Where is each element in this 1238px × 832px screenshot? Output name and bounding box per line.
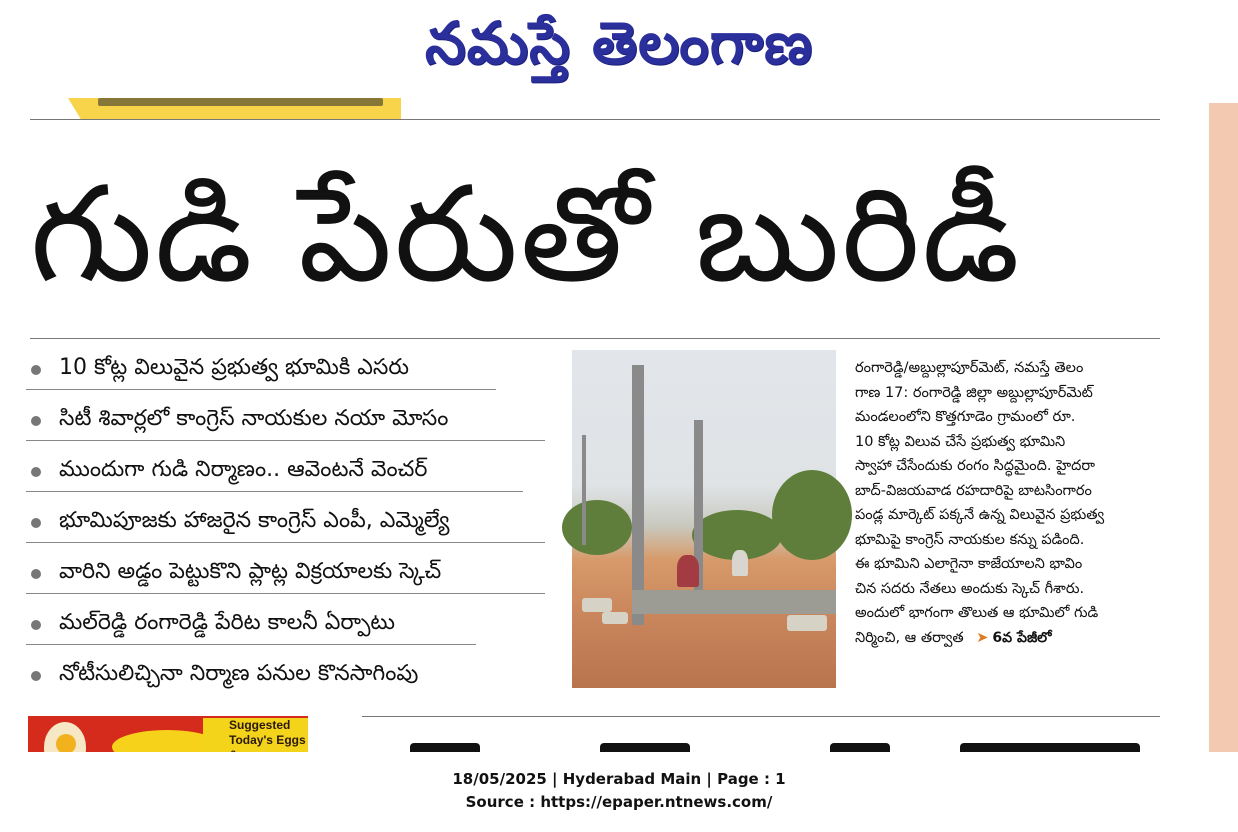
photo-stone <box>582 598 612 612</box>
article-line: పండ్ల మార్కెట్ పక్కనే ఉన్న విలువైన ప్రభుత్వ <box>855 507 1105 523</box>
bullet-dot <box>31 671 41 681</box>
photo-tree <box>562 500 632 555</box>
article-line: 10 కోట్ల విలువ చేసే ప్రభుత్వ భూమిని <box>855 433 1066 450</box>
photo-worker <box>677 555 699 587</box>
egg-ad-yolk <box>56 734 76 754</box>
continued-label: 6వ పేజీలో <box>992 629 1052 646</box>
photo-pillar <box>632 365 644 625</box>
bullet-text: నోటీసులిచ్చినా నిర్మాణ పనుల కొనసాగింపు <box>59 661 419 686</box>
bullet-item <box>26 554 545 594</box>
bullet-text: ముందుగా గుడి నిర్మాణం.. ఆవెంటనే వెంచర్ <box>59 456 428 482</box>
photo-stone <box>787 615 827 631</box>
photo-wall <box>632 590 836 614</box>
bullet-dot <box>31 569 41 579</box>
bullet-dot <box>31 620 41 630</box>
article-line: గాణ 17: రంగారెడ్డి జిల్లా అబ్దుల్లాపూర్‌మెట్ <box>855 384 1093 401</box>
article-last-line <box>855 626 1165 651</box>
article-line: అందులో భాగంగా తొలుత ఆ భూమిలో గుడి <box>855 605 1099 621</box>
bullet-text: మల్‌రెడ్డి రంగారెడ్డి పేరిట కాలనీ ఏర్పాటు <box>59 609 395 635</box>
egg-ad <box>28 716 308 754</box>
bullet-item <box>26 452 523 492</box>
bullet-text: వారిని అడ్డం పెట్టుకొని ప్లాట్ల విక్రయాలకు స్కెచ్ <box>59 558 442 584</box>
bullet-item <box>26 503 545 543</box>
article-line: మండలంలోని కొత్తగూడెం గ్రామంలో రూ. <box>855 409 1076 425</box>
article-line: బాద్-విజయవాడ రహదారిపై బాటసింగారం <box>855 482 1092 499</box>
bullet-item <box>26 656 526 696</box>
bullet-dot <box>31 467 41 477</box>
news-photo <box>572 350 836 688</box>
bullet-text: భూమిపూజకు హాజరైన కాంగ్రెస్ ఎంపీ, ఎమ్మెల్యే <box>59 507 450 533</box>
headline-rule <box>30 338 1160 339</box>
article-line: రంగారెడ్డి/అబ్దుల్లాపూర్‌మెట్, నమస్తే తెలం <box>855 360 1084 376</box>
bullet-item <box>26 605 476 645</box>
bullet-dot <box>31 365 41 375</box>
article-line-text: నిర్మించి, ఆ తర్వాత <box>855 629 964 646</box>
page-footer <box>0 752 1238 832</box>
top-banner-cropped-text <box>98 98 383 106</box>
edition-info: 18/05/2025 | Hyderabad Main | Page : 1 <box>452 770 786 788</box>
article-line: స్వాహా చేసేందుకు రంగం సిద్ధమైంది. హైదరా <box>855 458 1095 474</box>
top-rule <box>30 119 1160 120</box>
bullet-text: సిటీ శివార్లలో కాంగ్రెస్ నాయకుల నయా మోసం <box>59 405 449 431</box>
bullet-item <box>26 401 545 441</box>
article-line: చిన సదరు నేతలు అందుకు స్కెచ్ గీశారు. <box>855 580 1085 597</box>
article-line: భూమిపై కాంగ్రెస్ నాయకుల కన్ను పడింది. <box>855 531 1085 548</box>
photo-tree <box>772 470 852 560</box>
photo-stone <box>602 612 628 624</box>
egg-ad-text: Suggested Today's Eggs <box>203 718 308 754</box>
section-divider <box>362 716 1160 717</box>
source-link[interactable]: Source : https://epaper.ntnews.com/ <box>465 793 773 811</box>
right-margin-strip <box>1209 103 1238 753</box>
article-line: ఈ భూమిని ఎలాగైనా కాజేయాలని భావిం <box>855 556 1083 572</box>
masthead-logo: నమస్తే తెలంగాణ <box>425 9 813 77</box>
bullet-dot <box>31 518 41 528</box>
bullet-item <box>26 350 496 390</box>
bullet-text: 10 కోట్ల విలువైన ప్రభుత్వ భూమికి ఎసరు <box>59 354 410 380</box>
bullet-dot <box>31 416 41 426</box>
continued-arrow-icon: ➤ <box>976 629 989 646</box>
photo-pillar <box>582 435 586 545</box>
photo-worker <box>732 550 748 576</box>
article-body <box>855 356 1165 650</box>
continued-link[interactable] <box>968 626 1051 651</box>
headline: గుడి పేరుతో బురిడీ <box>30 158 1022 312</box>
